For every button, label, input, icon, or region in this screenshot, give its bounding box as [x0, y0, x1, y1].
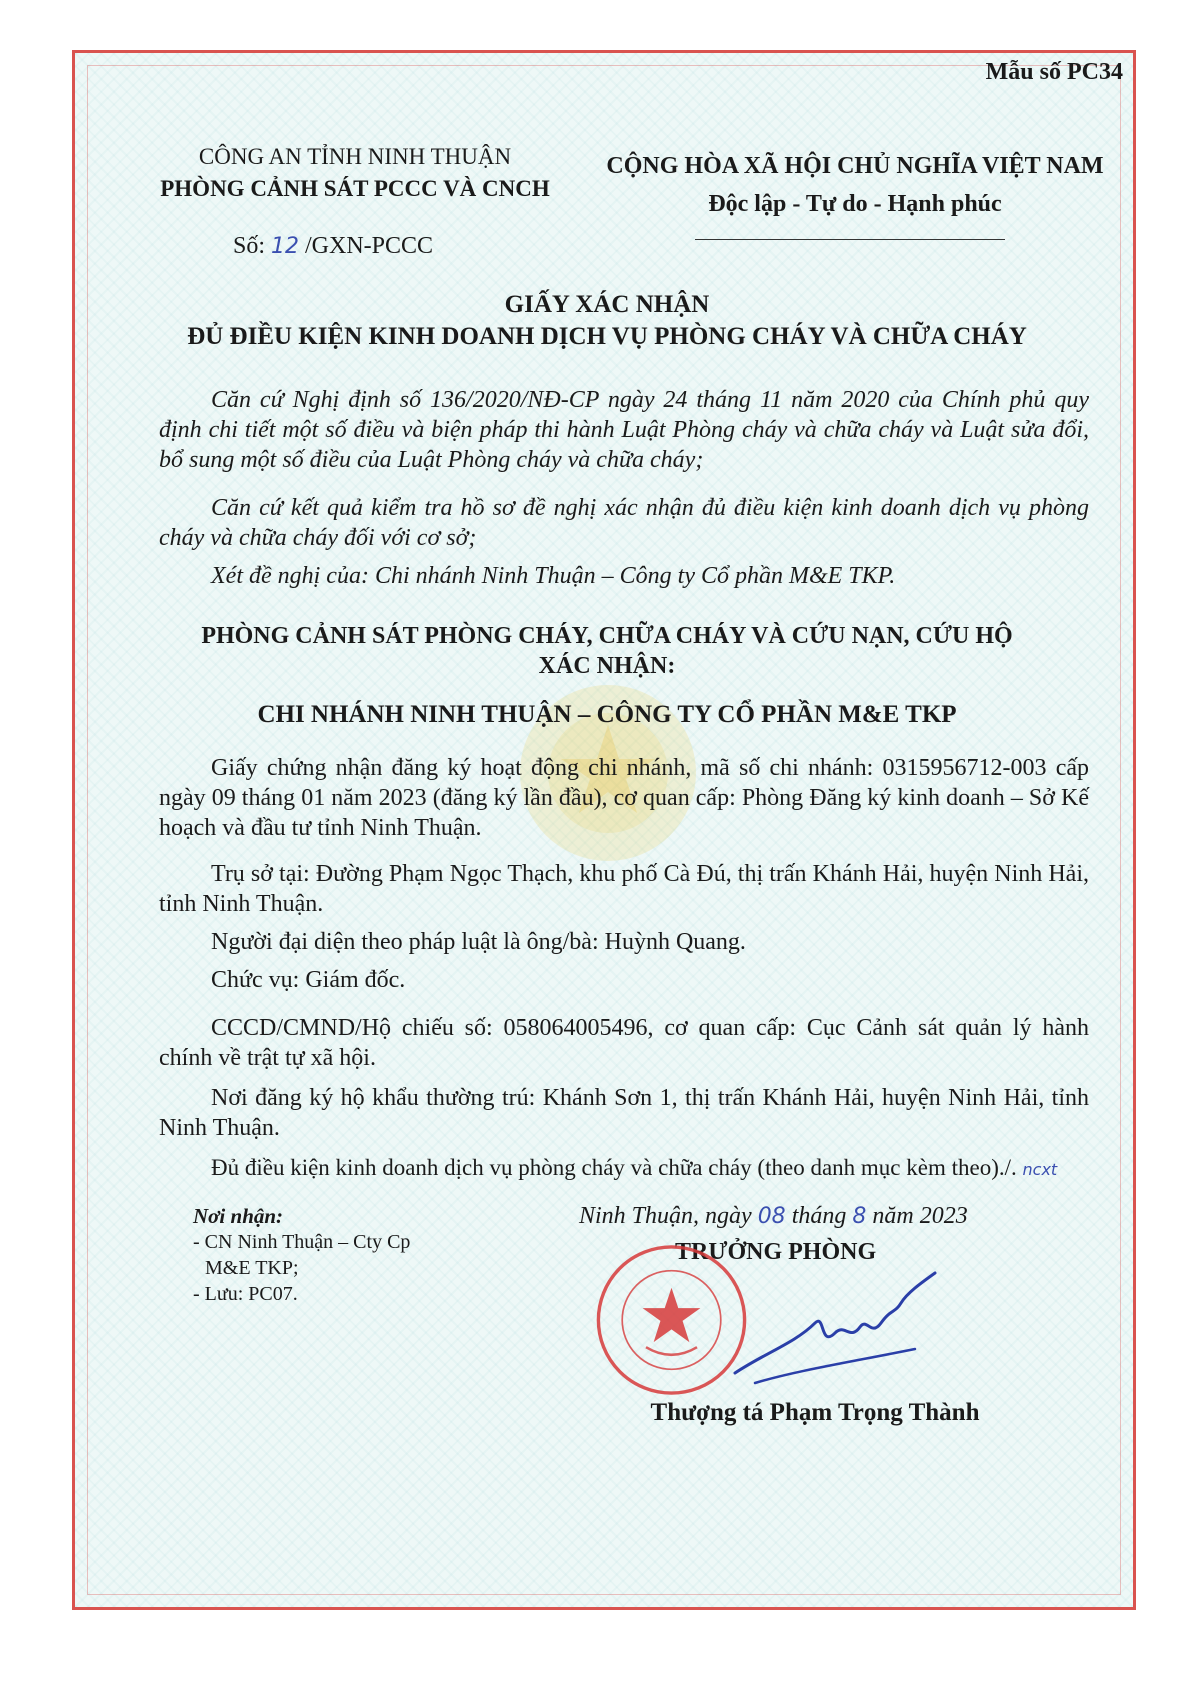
- handwritten-initials: ncxt: [1022, 1160, 1058, 1179]
- preamble-3: Xét đề nghị của: Chi nhánh Ninh Thuận – Công ty Cổ phần M&E TKP.: [211, 563, 896, 589]
- doc-no-handwritten: 12: [271, 234, 300, 259]
- date-prefix: Ninh Thuận, ngày: [579, 1203, 752, 1229]
- doc-no-label: Số:: [233, 233, 266, 259]
- recipient-item: - Lưu: PC07.: [193, 1283, 298, 1305]
- doc-no-suffix: /GXN-PCCC: [305, 233, 434, 259]
- issuing-agency-header: [135, 141, 575, 205]
- document-number: [233, 233, 433, 260]
- conclusion-text: Đủ điều kiện kinh doanh dịch vụ phòng cháy và chữa cháy (theo danh mục kèm theo)./.: [211, 1155, 1017, 1180]
- body-id-card: CCCD/CMND/Hộ chiếu số: 058064005496, cơ quan cấp: Cục Cảnh sát quản lý hành chính về trật tự xã hội.: [159, 1015, 1089, 1071]
- company-name: CHI NHÁNH NINH THUẬN – CÔNG TY CỔ PHẦN M&E TKP: [257, 701, 957, 728]
- signing-date: [579, 1203, 968, 1230]
- body-registration: Giấy chứng nhận đăng ký hoạt động chi nhánh, mã số chi nhánh: 0315956712-003 cấp ngày 09 tháng 01 năm 2023 (đăng ký lần đầu), cơ quan cấp: Phòng Đăng ký kinh doanh – Sở Kế hoạch và đầu tư tỉnh Ninh Thuận.: [159, 755, 1089, 841]
- confirm-label: XÁC NHẬN:: [538, 653, 676, 679]
- agency-line-2: PHÒNG CẢNH SÁT PCCC VÀ CNCH: [160, 176, 550, 201]
- date-month: 8: [852, 1204, 867, 1229]
- national-title: CỘNG HÒA XÃ HỘI CHỦ NGHĨA VIỆT NAM: [606, 153, 1104, 179]
- recipient-item: M&E TKP;: [205, 1257, 299, 1279]
- national-motto: Độc lập - Tự do - Hạnh phúc: [708, 191, 1002, 217]
- date-year: năm 2023: [872, 1203, 968, 1229]
- preamble-1: Căn cứ Nghị định số 136/2020/NĐ-CP ngày 24 tháng 11 năm 2020 của Chính phủ quy định chi tiết một số điều và biện pháp thi hành Luật Phòng cháy và chữa cháy và Luật sửa đổi, bổ sung một số điều của Luật Phòng cháy và chữa cháy;: [159, 387, 1089, 473]
- agency-line-1: CÔNG AN TỈNH NINH THUẬN: [198, 144, 512, 169]
- date-month-label: tháng: [791, 1203, 847, 1229]
- handwritten-signature: [725, 1253, 955, 1403]
- authority-line: PHÒNG CẢNH SÁT PHÒNG CHÁY, CHỮA CHÁY VÀ CỨU NẠN, CỨU HỘ: [201, 623, 1013, 649]
- form-number: Mẫu số PC34: [985, 59, 1123, 85]
- body-position: Chức vụ: Giám đốc.: [211, 967, 406, 993]
- body-conclusion: [159, 1153, 1089, 1185]
- signer-position: TRƯỞNG PHÒNG: [675, 1239, 877, 1265]
- document-title: GIẤY XÁC NHẬN: [504, 291, 710, 318]
- recipients-label: Nơi nhận:: [193, 1204, 284, 1228]
- document-subtitle: ĐỦ ĐIỀU KIỆN KINH DOANH DỊCH VỤ PHÒNG CHÁY VÀ CHỮA CHÁY: [187, 323, 1027, 350]
- body-residence: Nơi đăng ký hộ khẩu thường trú: Khánh Sơn 1, thị trấn Khánh Hải, huyện Ninh Hải, tỉnh Ninh Thuận.: [159, 1085, 1089, 1141]
- body-representative: Người đại diện theo pháp luật là ông/bà: Huỳnh Quang.: [211, 929, 746, 955]
- recipient-item: - CN Ninh Thuận – Cty Cp: [193, 1231, 411, 1253]
- recipients-block: [193, 1203, 410, 1307]
- national-header: [585, 147, 1125, 223]
- motto-underline: [695, 239, 1005, 240]
- document-sheet: [72, 50, 1136, 1610]
- body-address: Trụ sở tại: Đường Phạm Ngọc Thạch, khu phố Cà Đú, thị trấn Khánh Hải, huyện Ninh Hải, tỉnh Ninh Thuận.: [159, 861, 1089, 917]
- date-day: 08: [757, 1204, 786, 1229]
- signer-name: Thượng tá Phạm Trọng Thành: [650, 1399, 980, 1426]
- preamble-2: Căn cứ kết quả kiểm tra hồ sơ đề nghị xác nhận đủ điều kiện kinh doanh dịch vụ phòng cháy và chữa cháy đối với cơ sở;: [159, 495, 1089, 551]
